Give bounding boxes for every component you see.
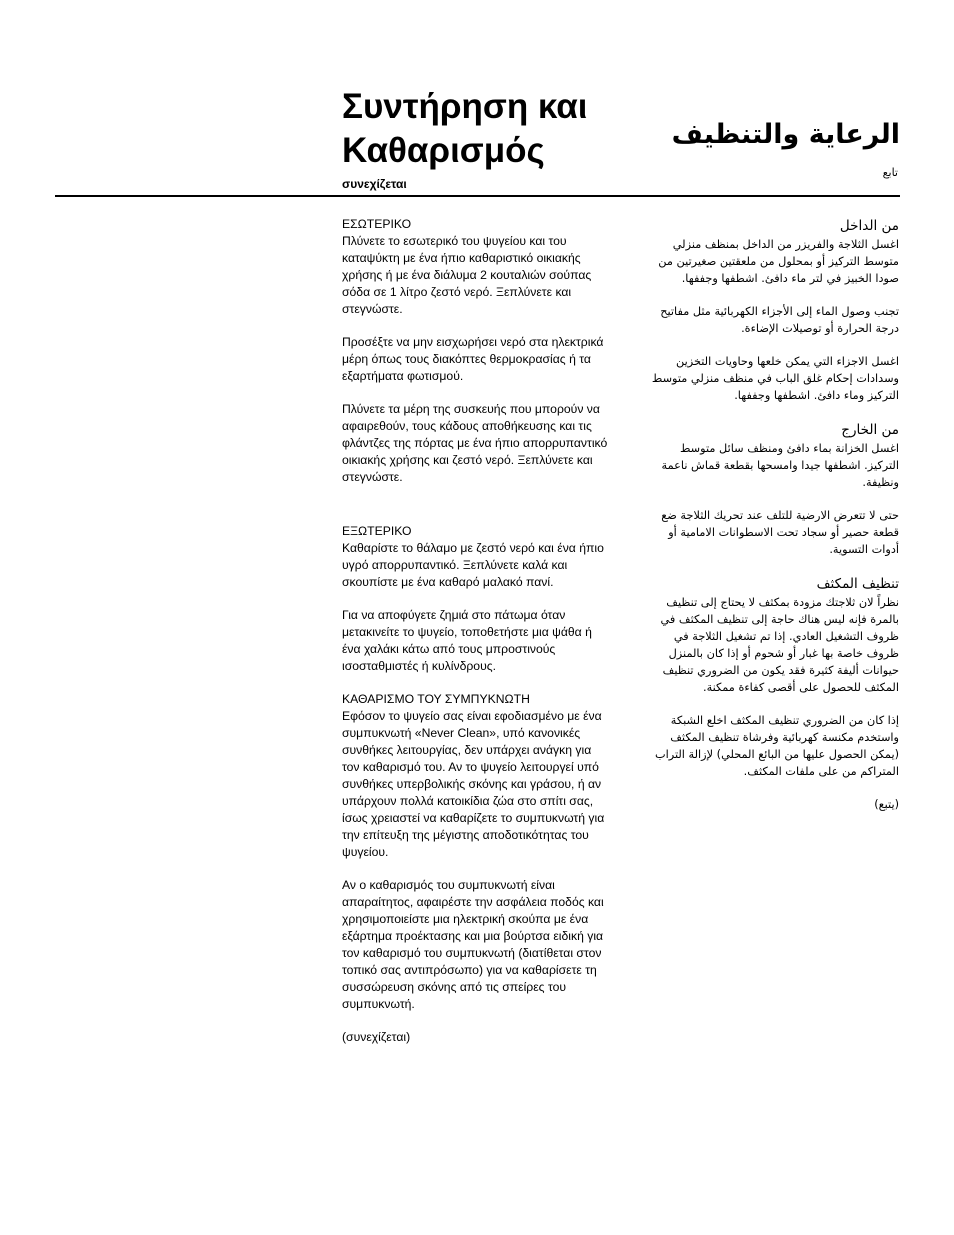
greek-interior-paragraph-2: Προσέξτε να μην εισχωρήσει νερό στα ηλεκτρικά μέρη όπως τους διακόπτες θερμοκρασίας ή τα εξαρτήματα φωτισμού. <box>342 335 604 383</box>
arabic-outside-heading: من الخارج <box>841 422 899 438</box>
arabic-outside-paragraph-2: حتى لا تتعرض الارضية للتلف عند تحريك الثلاجة ضع قطعة حصير أو سجاد تحت الاسطوانات الامامية أو أدوات التسوية. <box>661 509 899 556</box>
greek-exterior-heading: ΕΞΩΤΕΡΙΚΟ <box>342 524 412 538</box>
arabic-column <box>649 216 899 813</box>
arabic-subtitle: تابع <box>882 166 898 179</box>
arabic-inside-paragraph-3: اغسل الاجزاء التي يمكن خلعها وحاويات التخزين وسدادات إحكام غلق الباب في منظف منزلي متوسط التركيز وماء دافئ. اشطفها وجففها. <box>651 355 899 402</box>
greek-interior-paragraph-1: Πλύνετε το εσωτερικό του ψυγείου και του καταψύκτη με ένα ήπιο καθαριστικό οικιακής χρήσης ή με ένα διάλυμα 2 κουταλιών σούπας σόδα σε 1 λίτρο ζεστό νερό. Ξεπλύνετε και στεγνώστε. <box>342 234 592 316</box>
greek-condenser-paragraph-1: Εφόσον το ψυγείο σας είναι εφοδιασμένο με ένα συμπυκνωτή «Never Clean», υπό κανονικές συνθήκες λειτουργίας, δεν υπάρχει ανάγκη για τον καθαρισμό του. Αν το ψυγείο λειτουργεί υπό συνθήκες υπερβολικής σκόνης και γράσου, ή αν υπάρχουν πολλά κατοικίδια ζώα στο σπίτι σας, ίσως χρειαστεί να καθαρίζετε το συμπυκνωτή για την επίτευξη της μέγιστης αποδοτικότητας του ψυγείου. <box>342 709 605 859</box>
greek-page-title: Συντήρηση και Καθαρισμός <box>342 87 588 170</box>
arabic-condenser-heading: تنظيف المكثف <box>816 576 899 592</box>
arabic-continued-note: (يتبع) <box>874 798 899 811</box>
arabic-inside-paragraph-2: تجنب وصول الماء إلى الأجزاء الكهربائية مثل مفاتيح درجة الحرارة أو توصيلات الإضاءة. <box>660 305 899 335</box>
header-divider <box>55 195 900 197</box>
arabic-inside-paragraph-1: اغسل الثلاجة والفريزر من الداخل بمنظف منزلي متوسط التركيز أو بمحلول من ملعقتين صغيرتين من صودا الخبيز في لتر ماء دافئ. اشطفها وجففها. <box>658 238 899 285</box>
arabic-outside-paragraph-1: اغسل الخزانة بماء دافئ ومنظف سائل متوسط التركيز. اشطفها جيدا وامسحها بقطعة قماش ناعمة ونظيفة. <box>661 442 899 489</box>
greek-condenser-paragraph-2: Αν ο καθαρισμός του συμπυκνωτή είναι απαραίτητος, αφαιρέστε την ασφάλεια ποδός και χρησιμοποιείστε μια ηλεκτρική σκούπα με ένα εξάρτημα προέκτασης και μια βούρτσα ειδική για τον καθαρισμό του συμπυκνωτή (διατίθεται στον τοπικό σας αντιπρόσωπο) για να καθαρίσετε τη συσσώρευση σκόνης από τις σπείρες του συμπυκνωτή. <box>342 878 604 1011</box>
arabic-condenser-paragraph-1: نظراً لان ثلاجتك مزودة بمكثف لا يحتاج إلى تنظيف بالمرة فإنه ليس هناك حاجة إلى تنظيف المكثف في ظروف التشغيل العادي. إذا تم تشغيل الثلاجة في ظروف خاصة بها غبار أو شحوم أو إذا كان بالمنزل حيوانات أليفة كثيرة فقد يكون من الضروري تنظيف المكثف للحصول على أقصى كفاءة ممكنة. <box>660 596 899 694</box>
greek-subtitle: συνεχίζεται <box>342 177 407 191</box>
arabic-inside-heading: من الداخل <box>839 218 899 234</box>
arabic-condenser-paragraph-2: إذا كان من الضروري تنظيف المكثف اخلع الشبكة واستخدم مكنسة كهربائية وفرشاة تنظيف المكثف (يمكن الحصول عليها من البائع المحلي) لإزالة التراب المتراكم من على ملفات المكثف. <box>654 714 899 778</box>
greek-continued-note: (συνεχίζεται) <box>342 1030 411 1044</box>
arabic-page-title: الرعاية والتنظيف <box>671 119 900 150</box>
greek-interior-paragraph-3: Πλύνετε τα μέρη της συσκευής που μπορούν να αφαιρεθούν, τους κάδους αποθήκευσης και τις φλάντζες της πόρτας με ένα ήπιο απορρυπαντικό οικιακής χρήσης και ζεστό νερό. Ξεπλύνετε και στεγνώστε. <box>342 402 608 484</box>
greek-condenser-heading: ΚΑΘΑΡΙΣΜΟ ΤΟΥ ΣΥΜΠΥΚΝΩΤΗ <box>342 692 530 706</box>
greek-interior-heading: ΕΣΩΤΕΡΙΚΟ <box>342 217 412 231</box>
greek-column <box>342 216 612 1046</box>
greek-exterior-paragraph-2: Για να αποφύγετε ζημιά στο πάτωμα όταν μετακινείτε το ψυγείο, τοποθετήστε μια ψάθα ή ένα χαλάκι κάτω από τους μπροστινούς ισοσταθμιστές ή κυλίνδρους. <box>342 608 592 673</box>
greek-exterior-paragraph-1: Καθαρίστε το θάλαμο με ζεστό νερό και ένα ήπιο υγρό απορρυπαντικό. Ξεπλύνετε καλά και σκουπίστε με ένα καθαρό μαλακό πανί. <box>342 541 604 589</box>
